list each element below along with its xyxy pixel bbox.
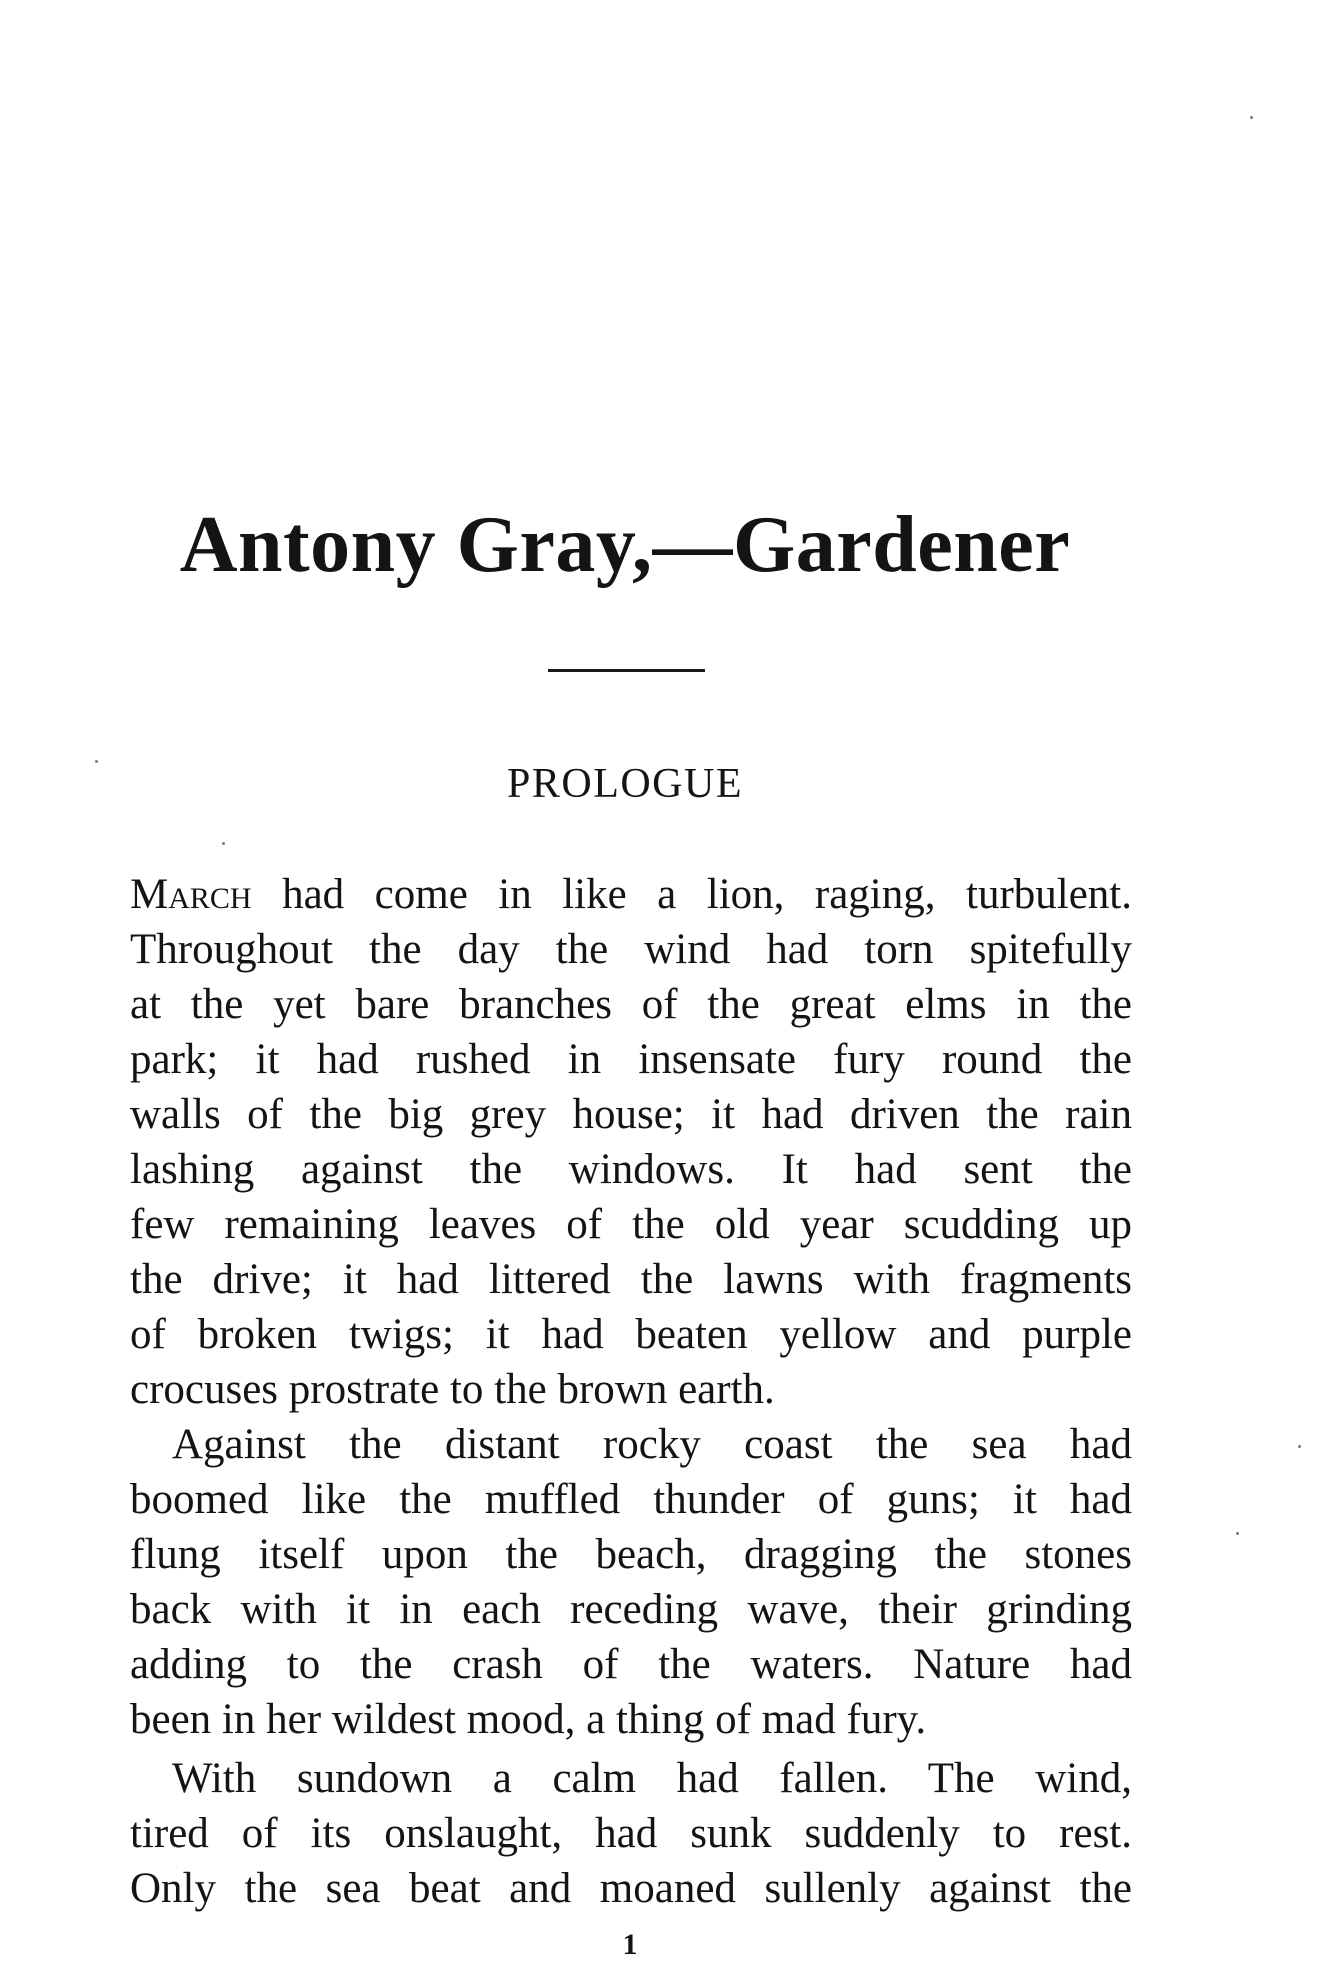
title-divider (548, 669, 705, 672)
text-line: March had come in like a lion, raging, turbulent. (130, 871, 1132, 918)
text-line: crocuses prostrate to the brown earth. (130, 1366, 775, 1413)
book-title: Antony Gray,—Gardener (179, 501, 1071, 589)
text-line: boomed like the muffled thunder of guns; it had (130, 1476, 1132, 1523)
text-line: adding to the crash of the waters. Nature had (130, 1641, 1132, 1688)
paragraph-3 (130, 1751, 1132, 1916)
paragraph-2 (130, 1417, 1132, 1747)
text-line: lashing against the windows. It had sent the (130, 1146, 1132, 1193)
text-line: park; it had rushed in insensate fury round the (130, 1036, 1132, 1083)
scan-speck (1236, 1532, 1239, 1535)
text-line: With sundown a calm had fallen. The wind, (172, 1755, 1132, 1802)
text-line: at the yet bare branches of the great elms in the (130, 981, 1132, 1028)
text-line: flung itself upon the beach, dragging the stones (130, 1531, 1132, 1578)
prologue-text (130, 867, 1132, 1916)
scan-speck (222, 842, 225, 845)
paragraph-1 (130, 867, 1132, 1417)
scan-speck (1250, 116, 1253, 119)
text-line: Only the sea beat and moaned sullenly against the (130, 1865, 1132, 1912)
text-line: of broken twigs; it had beaten yellow and purple (130, 1311, 1132, 1358)
section-heading: PROLOGUE (506, 761, 743, 807)
text-line: been in her wildest mood, a thing of mad fury. (130, 1696, 927, 1743)
text-line: back with it in each receding wave, their grinding (130, 1586, 1132, 1633)
scan-speck (95, 760, 98, 763)
text-line: the drive; it had littered the lawns with fragments (130, 1256, 1132, 1303)
page-number: 1 (622, 1928, 638, 1961)
text-line: Throughout the day the wind had torn spitefully (130, 926, 1132, 973)
text-line: Against the distant rocky coast the sea had (172, 1421, 1132, 1468)
drop-word: March (130, 871, 252, 918)
text-line: tired of its onslaught, had sunk suddenly to rest. (130, 1810, 1132, 1857)
text-line: few remaining leaves of the old year scudding up (130, 1201, 1132, 1248)
scan-speck (1298, 1445, 1301, 1448)
text-line: walls of the big grey house; it had driven the rain (130, 1091, 1132, 1138)
